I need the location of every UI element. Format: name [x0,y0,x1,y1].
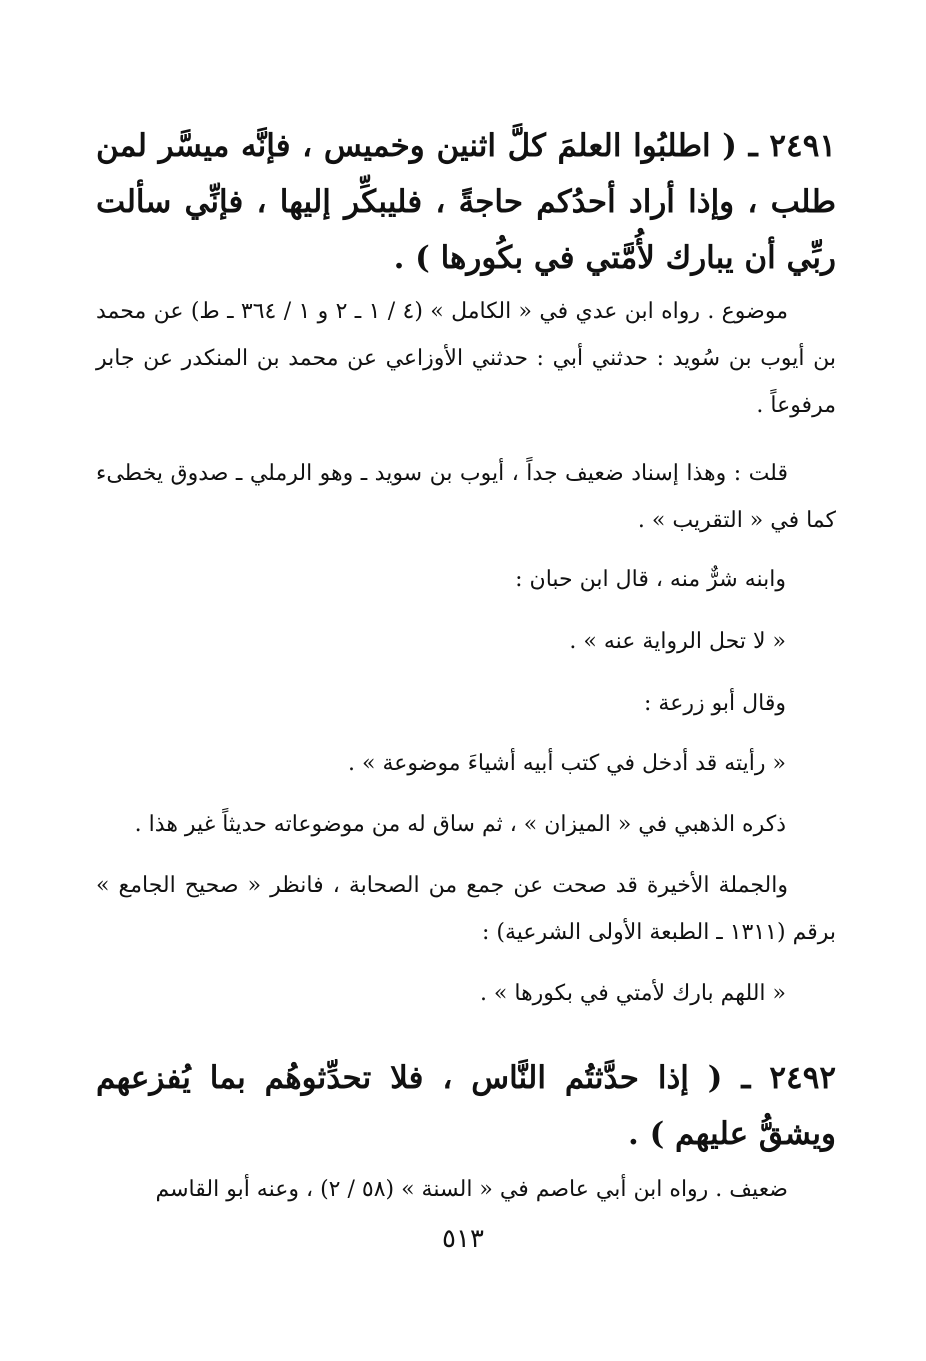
page-number: ٥١٣ [442,1224,484,1254]
dua-quote: « اللهم بارك لأمتي في بكورها » . [479,981,786,1006]
takhrij-2492: ضعيف . رواه ابن أبي عاصم في « السنة » (٥٨ / ٢) ، وعنه أبو القاسم [155,1177,788,1202]
hadith-2491-text: ٢٤٩١ ـ ( اطلبُوا العلمَ كلَّ اثنين وخميس ، فإنَّه ميسَّر لمن طلب ، وإذا أراد أحدُكم حاجةً ، فليبكِّر إليها ، فإنِّي سألت ربِّي أن يبارك لأُمَّتي في بكُورها ) . [96,128,836,276]
comment-weak-isnad: قلت : وهذا إسناد ضعيف جداً ، أيوب بن سويد ـ وهو الرملي ـ صدوق يخطىء كما في « التقريب » . [96,461,836,533]
jumla-note: والجملة الأخيرة قد صحت عن جمع من الصحابة ، فانظر « صحيح الجامع » برقم (١٣١١ ـ الطبعة الأولى الشرعية) : [96,873,836,945]
dhahabi-note: ذكره الذهبي في « الميزان » ، ثم ساق له من موضوعاته حديثاً غير هذا . [134,812,786,837]
abu-zura-intro: وقال أبو زرعة : [644,691,786,716]
ibn-hibban-intro: وابنه شرٌّ منه ، قال ابن حبان : [515,567,786,592]
abu-zura-quote: « رأيته قد أدخل في كتب أبيه أشياءَ موضوعة » . [348,751,786,776]
takhrij-2491: موضوع . رواه ابن عدي في « الكامل » (٤ / ١ ـ ٢ و ١ / ٣٦٤ ـ ط) عن محمد بن أيوب بن سُويد : حدثني أبي : حدثني الأوزاعي عن محمد بن المنكدر عن جابر مرفوعاً . [96,299,836,418]
ibn-hibban-quote: « لا تحل الرواية عنه » . [569,629,786,654]
hadith-2492-text: ٢٤٩٢ ـ ( إذا حدَّثتُم النَّاس ، فلا تحدِّثوهُم بما يُفزعهم ويشقُّ عليهم ) . [96,1060,836,1152]
